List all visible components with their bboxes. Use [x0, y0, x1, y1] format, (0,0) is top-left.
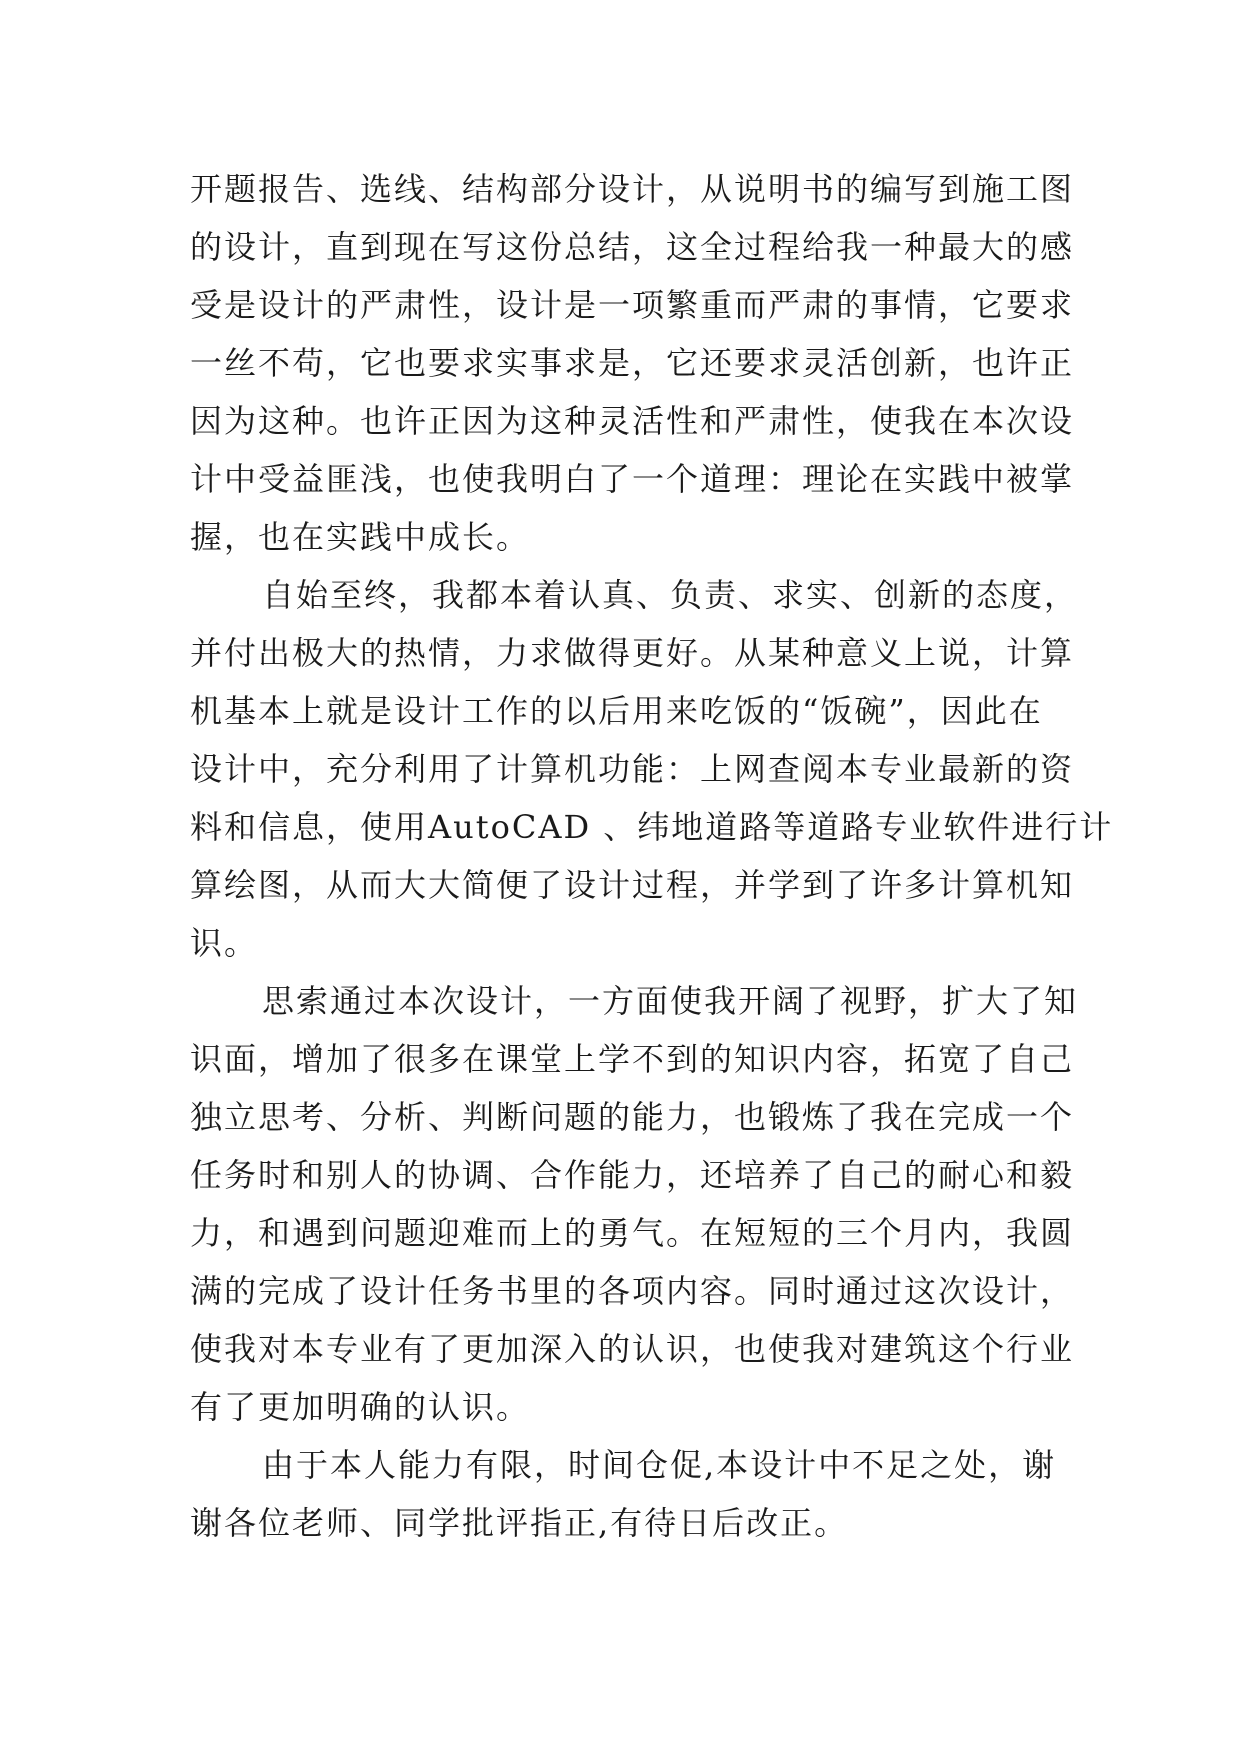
text-line: 独立思考、分析、判断问题的能力，也锻炼了我在完成一个: [190, 1098, 1075, 1136]
paragraph-closing: [190, 1436, 1070, 1552]
text-line: 料和信息，使用AutoCAD 、纬地道路等道路专业软件进行计: [190, 808, 1114, 846]
text-line: 任务时和别人的协调、合作能力，还培养了自己的耐心和毅: [190, 1156, 1075, 1194]
paragraph-reflection: [190, 972, 1079, 1436]
paragraph-computer-use: [190, 566, 1114, 972]
text-line: 机基本上就是设计工作的以后用来吃饭的“饭碗”，因此在: [190, 692, 1043, 730]
text-line: 开题报告、选线、结构部分设计，从说明书的编写到施工图: [190, 170, 1075, 208]
body-text: [190, 160, 1114, 1552]
text-line: 并付出极大的热情，力求做得更好。从某种意义上说，计算: [190, 634, 1075, 672]
text-line: 满的完成了设计任务书里的各项内容。同时通过这次设计，: [190, 1272, 1075, 1310]
text-line: 识。: [190, 924, 259, 962]
text-line: 的设计，直到现在写这份总结，这全过程给我一种最大的感: [190, 228, 1075, 266]
text-line: 设计中，充分利用了计算机功能：上网查阅本专业最新的资: [190, 750, 1075, 788]
paragraph-design-rigor: [190, 160, 1075, 566]
text-line: 力，和遇到问题迎难而上的勇气。在短短的三个月内，我圆: [190, 1214, 1075, 1252]
text-line: 握，也在实践中成长。: [190, 518, 531, 556]
text-line: 计中受益匪浅，也使我明白了一个道理：理论在实践中被掌: [190, 460, 1075, 498]
text-line: 受是设计的严肃性，设计是一项繁重而严肃的事情，它要求: [190, 286, 1075, 324]
text-line: 有了更加明确的认识。: [190, 1388, 531, 1426]
text-line: 因为这种。也许正因为这种灵活性和严肃性，使我在本次设: [190, 402, 1075, 440]
text-line: 识面，增加了很多在课堂上学不到的知识内容，拓宽了自己: [190, 1040, 1075, 1078]
text-line: 自始至终，我都本着认真、负责、求实、创新的态度，: [262, 576, 1079, 614]
text-line: 谢各位老师、同学批评指正,有待日后改正。: [190, 1504, 849, 1542]
text-line: 算绘图，从而大大简便了设计过程，并学到了许多计算机知: [190, 866, 1075, 904]
text-line: 由于本人能力有限，时间仓促,本设计中不足之处，谢: [262, 1446, 1057, 1484]
text-line: 一丝不苟，它也要求实事求是，它还要求灵活创新，也许正: [190, 344, 1075, 382]
text-line: 思索通过本次设计，一方面使我开阔了视野，扩大了知: [262, 982, 1079, 1020]
text-line: 使我对本专业有了更加深入的认识，也使我对建筑这个行业: [190, 1330, 1075, 1368]
